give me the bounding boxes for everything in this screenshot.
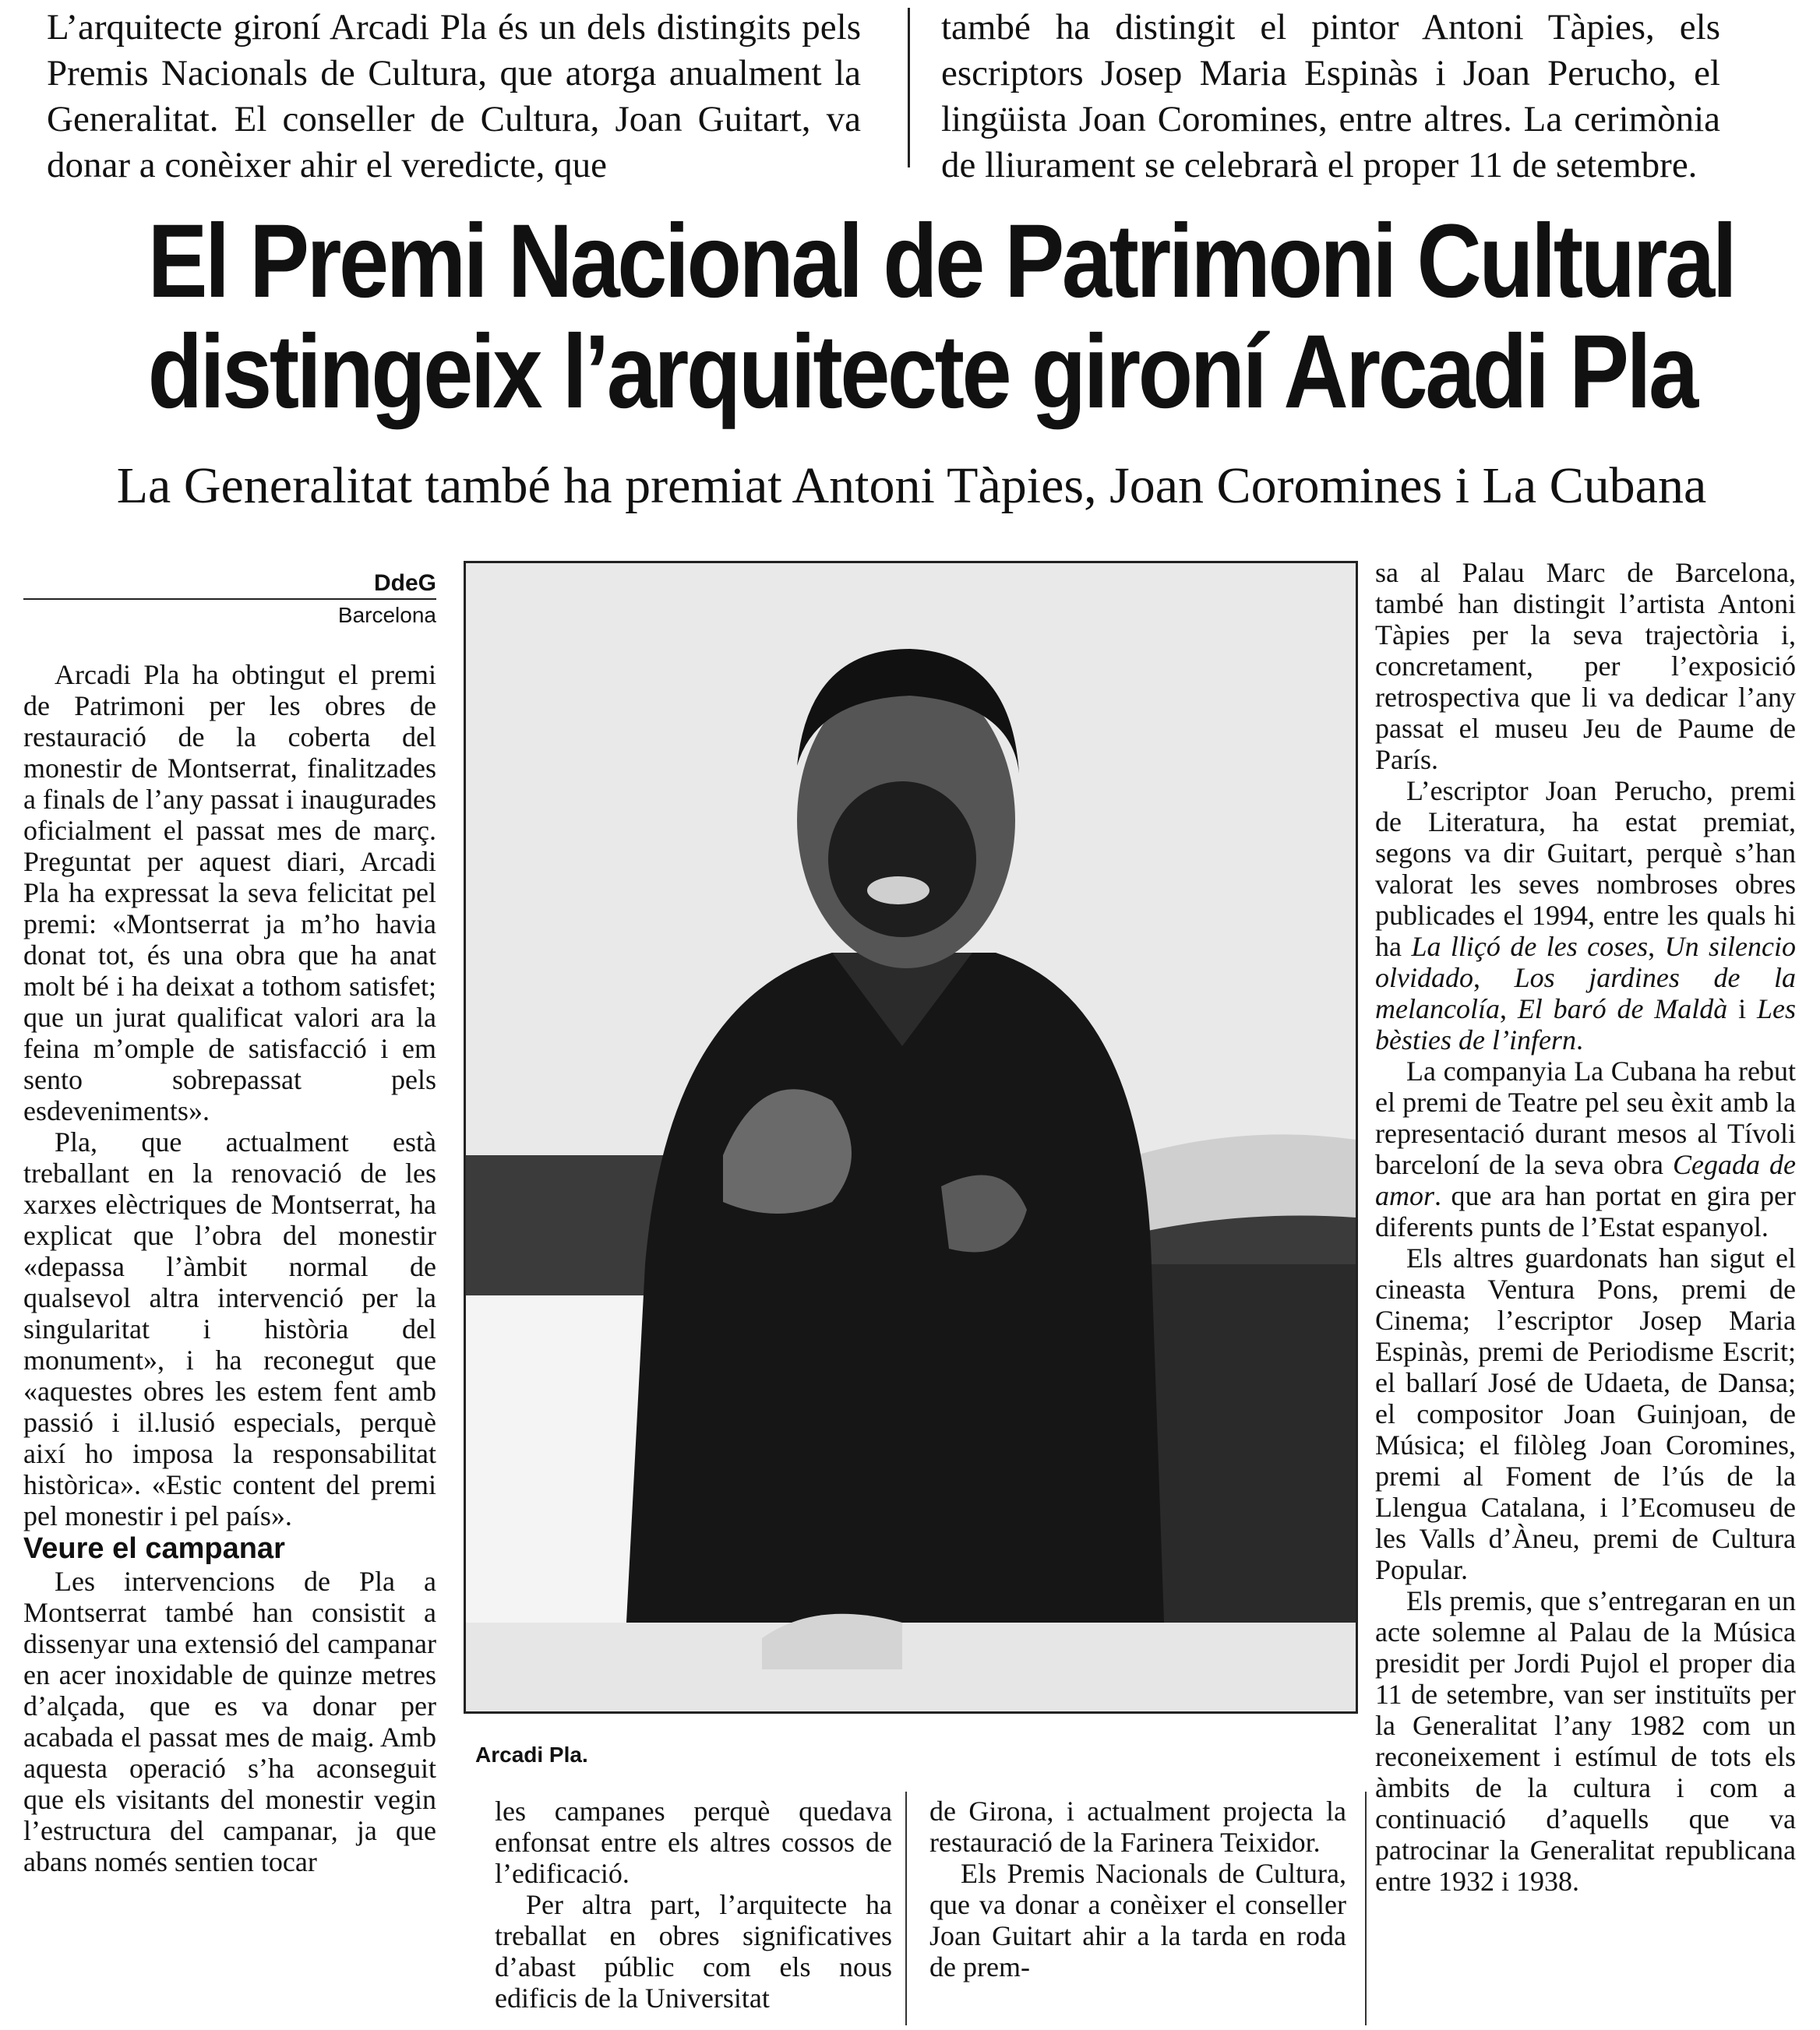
column-divider [905, 1792, 907, 2025]
book-title: La lliçó de les coses [1411, 931, 1649, 962]
paragraph: Les intervencions de Pla a Montserrat també han consistit a dissenyar una extensió del campanar en acer inoxidable de quinze metres d’alçada, que es va donar per acabada el passat mes de maig. Amb aquesta operació s’ha aconseguit que els visitants del monestir vegin l’estructura del campanar, ja que abans només sentien tocar [23, 1566, 436, 1877]
lede-right-text: també ha distingit el pintor Antoni Tàpies, els escriptors Josep Maria Espinàs i Joan Perucho, el lingüista Joan Coromines, entre altres. La cerimònia de lliurament se celebrarà el proper 11 de setembre. [941, 7, 1720, 185]
text-run: i [1738, 993, 1747, 1024]
text-run: La companyia La Cubana ha rebut el premi de Teatre pel seu èxit amb la representació durant mesos al Tívoli barceloní de la seva obra [1375, 1056, 1796, 1180]
paragraph: Els Premis Nacionals de Cultura, que va donar a conèixer el conseller Joan Guitart ahir a la tarda en roda de prem- [929, 1858, 1346, 1982]
article-column-bottom-1 [495, 1796, 892, 2014]
article-column-left [23, 569, 436, 1877]
photo-frame [464, 561, 1358, 1714]
paragraph: Els premis, que s’entregaran en un acte solemne al Palau de la Música presidit per Jordi Pujol el proper dia 11 de setembre, van ser instituïts per la Generalitat l’any 1982 com un reconeixement i estímul de tots els àmbits de la cultura i com a continuació d’aquells que va patrocinar la Generalitat republicana entre 1932 i 1938. [1375, 1585, 1796, 1897]
byline-place: Barcelona [337, 603, 436, 627]
paragraph: Pla, que actualment està treballant en la renovació de les xarxes elèctriques de Montserrat, ha explicat que l’obra del monestir «depassa l’àmbit normal de qualsevol altra intervenció per la singularitat i història del monument», i ha reconegut que «aquestes obres les estem fent amb passió i il.lusió especials, perquè així ho imposa la responsabilitat històrica». «Estic content del premi pel monestir i pel país». [23, 1126, 436, 1531]
lede-divider [908, 8, 910, 167]
lede-left [47, 5, 861, 189]
byline-rule [23, 598, 436, 600]
paragraph: sa al Palau Marc de Barcelona, també han distingit l’artista Antoni Tàpies per la seva trajectòria i, concretament, per l’exposició retrospectiva que li va dedicar l’any passat el museu Jeu de Paume de París. [1375, 557, 1796, 775]
headline [147, 203, 1735, 430]
photo-arcadi-pla [466, 563, 1356, 1711]
book-title: Los jardines de la melancolía [1375, 962, 1797, 1024]
headline-line-2: distingeix l’arquitecte gironí Arcadi Pla [147, 314, 1696, 430]
paragraph: Arcadi Pla ha obtingut el premi de Patrimoni per les obres de restauració de la coberta del monestir de Montserrat, finalitzades a finals de l’any passat i inaugurades oficialment el passat mes de març. Preguntat per aquest diari, Arcadi Pla ha expressat la seva felicitat pel premi: «Montserrat ja m’ho havia donat tot, és una obra que ha anat molt bé i ha deixat a tothom satisfet; que un jurat qualificat valori ara la feina m’omple de satisfacció i em sento sobrepassat pels esdeveniments». [23, 659, 436, 1126]
paragraph [1375, 775, 1796, 1056]
subheadline: La Generalitat també ha premiat Antoni Tàpies, Joan Coromines i La Cubana [116, 457, 1707, 514]
paragraph: de Girona, i actualment projecta la restauració de la Farinera Teixidor. [929, 1796, 1346, 1858]
photo-caption: Arcadi Pla. [475, 1743, 588, 1767]
text-run: , [1473, 962, 1480, 993]
paragraph [1375, 1056, 1796, 1242]
section-title: Veure el campanar [23, 1532, 285, 1565]
article-column-right [1375, 557, 1796, 1897]
headline-line-1: El Premi Nacional de Patrimoni Cultural [147, 203, 1735, 319]
text-run: , [1648, 931, 1656, 962]
book-title: El baró de Maldà [1517, 993, 1728, 1024]
text-run: . que ara han portat en gira per diferents punts de l’Estat espanyol. [1375, 1180, 1796, 1242]
text-run: . [1575, 1024, 1583, 1056]
play-title: Cegada de amor [1375, 1149, 1797, 1211]
article-column-bottom-2 [929, 1796, 1346, 1982]
paragraph: Per altra part, l’arquitecte ha treballat en obres significatives d’abast públic com els nous edificis de la Universitat [495, 1889, 892, 2014]
portrait-illustration [466, 563, 1356, 1711]
lede-left-text: L’arquitecte gironí Arcadi Pla és un dels distingits pels Premis Nacionals de Cultura, que atorga anualment la Generalitat. El conseller de Cultura, Joan Guitart, va donar a conèixer ahir el veredicte, que [47, 7, 861, 185]
text-run: , [1499, 993, 1507, 1024]
paragraph: Els altres guardonats han sigut el cineasta Ventura Pons, premi de Cinema; l’escriptor Josep Maria Espinàs, premi de Periodisme Escrit; el ballarí José de Udaeta, de Dansa; el compositor Joan Guinjoan, de Música; el filòleg Joan Coromines, premi al Foment de l’ús de la Llengua Catalana, i l’Ecomuseu de les Valls d’Àneu, premi de Cultura Popular. [1375, 1242, 1796, 1585]
paragraph: les campanes perquè quedava enfonsat entre els altres cossos de l’edificació. [495, 1796, 892, 1889]
book-title: Les bèsties de l’infern [1375, 993, 1797, 1056]
text-run: L’escriptor Joan Perucho, premi de Literatura, ha estat premiat, segons va dir Guitart, perquè s’han valorat les seves nombroses obres publicades el 1994, entre les quals hi ha [1375, 775, 1796, 962]
book-title: Un silencio olvidado [1375, 931, 1797, 993]
byline-author: DdeG [373, 570, 436, 596]
column-divider [1365, 1792, 1367, 2025]
lede-right [941, 5, 1720, 189]
